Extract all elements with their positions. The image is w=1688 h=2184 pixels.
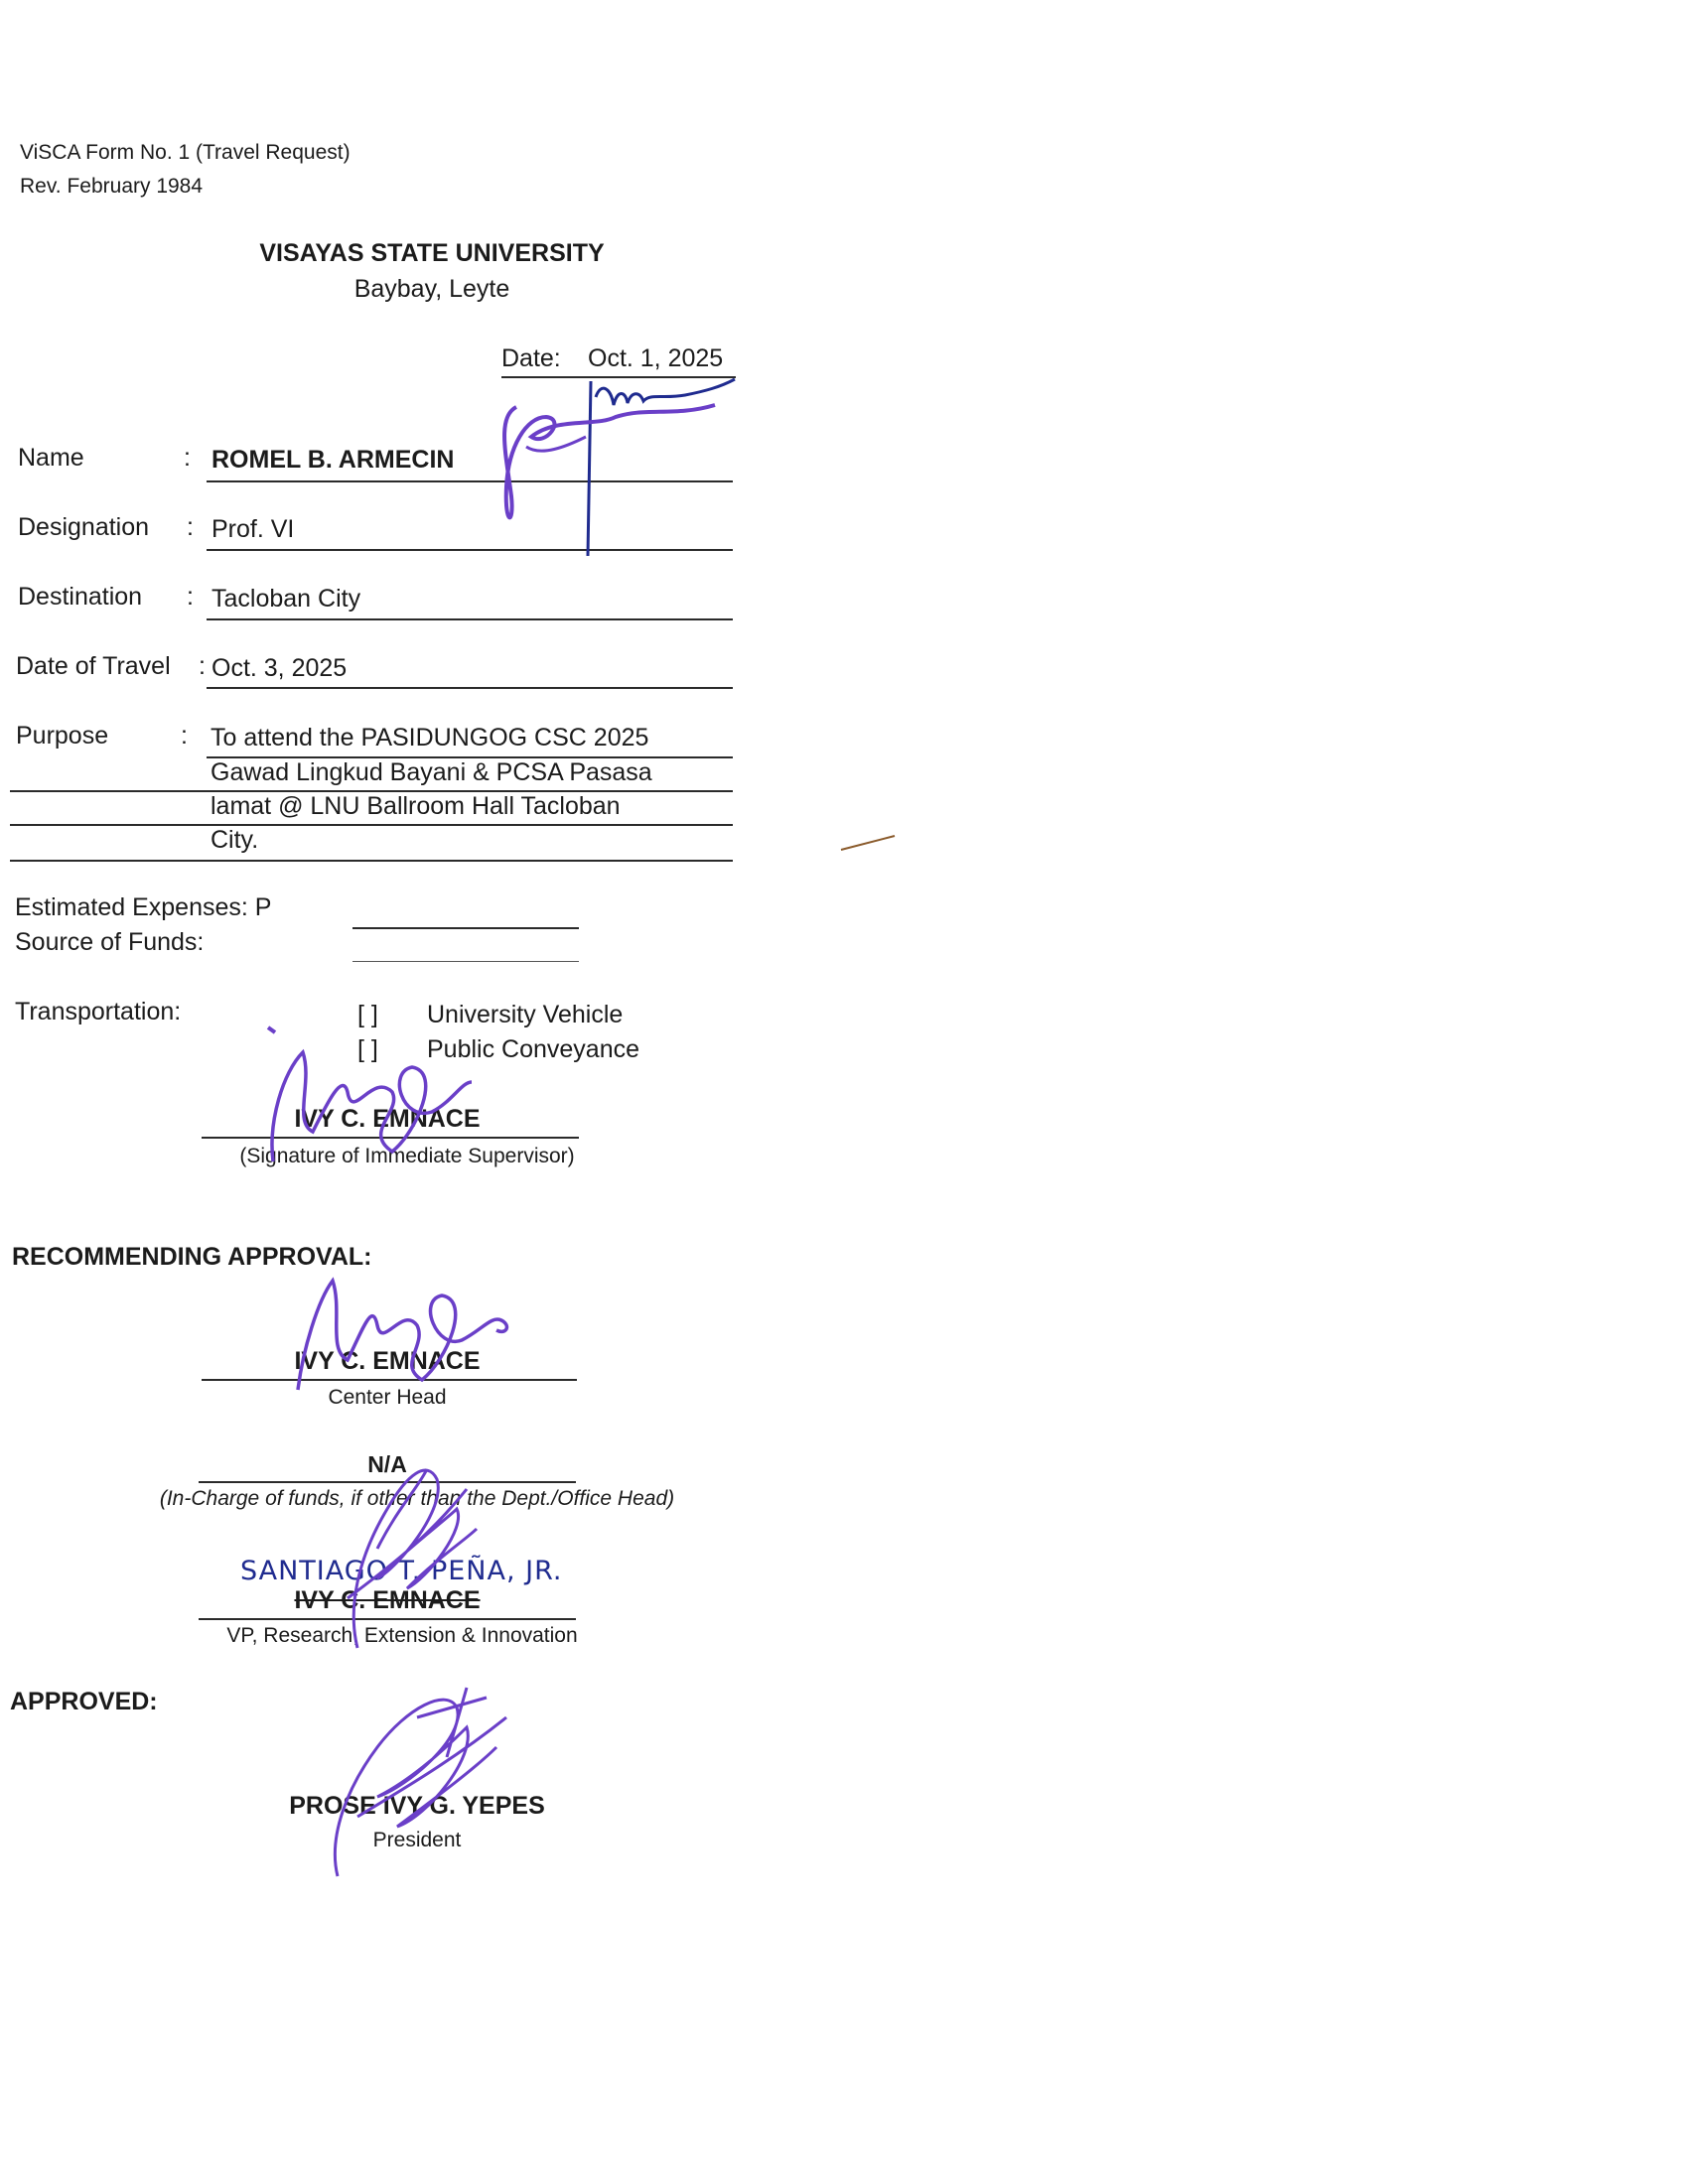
approved-heading: APPROVED: <box>10 1688 158 1715</box>
date-label: Date: <box>501 344 561 372</box>
university-name: VISAYAS STATE UNIVERSITY <box>259 239 605 267</box>
vp-title: VP, Research, Extension & Innovation <box>226 1624 578 1647</box>
vp-struck-name: IVY C. EMNACE <box>294 1586 481 1614</box>
transport-option-university-box[interactable]: [ ] <box>357 1001 378 1028</box>
transport-option-public-label: Public Conveyance <box>427 1035 640 1063</box>
president-signature <box>318 1678 526 1886</box>
transport-option-public-box[interactable]: [ ] <box>357 1035 378 1063</box>
center-head-signature <box>288 1271 546 1410</box>
name-label: Name <box>18 444 84 472</box>
date-value: Oct. 1, 2025 <box>588 344 724 372</box>
applicant-signature <box>487 377 745 566</box>
purpose-colon: : <box>181 722 188 750</box>
designation-value: Prof. VI <box>211 515 295 543</box>
supervisor-caption: (Signature of Immediate Supervisor) <box>239 1145 575 1167</box>
funds-incharge-name: N/A <box>367 1451 407 1477</box>
destination-value: Tacloban City <box>211 585 361 613</box>
center-head-name: IVY C. EMNACE <box>294 1347 481 1375</box>
president-name: PROSE IVY G. YEPES <box>289 1792 545 1820</box>
name-value: ROMEL B. ARMECIN <box>211 446 455 474</box>
vp-handwritten-name: SANTIAGO T. PEÑA, JR. <box>240 1556 563 1586</box>
purpose-line-2: Gawad Lingkud Bayani & PCSA Pasasa <box>211 758 652 786</box>
destination-label: Destination <box>18 583 143 611</box>
estimated-expenses-underline <box>352 927 579 929</box>
purpose-underline-4 <box>10 860 733 862</box>
date-of-travel-value: Oct. 3, 2025 <box>211 654 348 682</box>
recommending-approval-heading: RECOMMENDING APPROVAL: <box>12 1243 372 1271</box>
designation-colon: : <box>187 513 194 541</box>
source-of-funds-underline <box>352 961 579 962</box>
destination-underline <box>207 618 733 620</box>
purpose-line-4: City. <box>211 826 259 854</box>
purpose-line-3: lamat @ LNU Ballroom Hall Tacloban <box>211 792 621 820</box>
purpose-label: Purpose <box>16 722 109 750</box>
vp-signature <box>318 1449 496 1658</box>
name-colon: : <box>184 444 191 472</box>
supervisor-signature <box>253 1013 521 1181</box>
purpose-line-1: To attend the PASIDUNGOG CSC 2025 <box>211 724 649 751</box>
date-of-travel-label: Date of Travel <box>16 652 171 680</box>
form-number: ViSCA Form No. 1 (Travel Request) <box>20 141 351 164</box>
transport-option-university-label: University Vehicle <box>427 1001 624 1028</box>
purpose-underline-3 <box>10 824 733 826</box>
university-location: Baybay, Leyte <box>353 275 510 303</box>
funds-incharge-caption: (In-Charge of funds, if other than the Dept./Office Head) <box>159 1487 675 1510</box>
source-of-funds-label: Source of Funds: <box>15 928 205 956</box>
date-of-travel-underline <box>207 687 733 689</box>
center-head-title: Center Head <box>328 1386 447 1409</box>
date-of-travel-colon: : <box>199 652 206 680</box>
form-revision: Rev. February 1984 <box>20 175 204 198</box>
transportation-label: Transportation: <box>15 998 182 1025</box>
stray-mark <box>839 834 899 854</box>
destination-colon: : <box>187 583 194 611</box>
supervisor-name: IVY C. EMNACE <box>294 1105 481 1133</box>
designation-label: Designation <box>18 513 150 541</box>
estimated-expenses-label: Estimated Expenses: P <box>15 893 272 921</box>
president-title: President <box>372 1829 462 1851</box>
